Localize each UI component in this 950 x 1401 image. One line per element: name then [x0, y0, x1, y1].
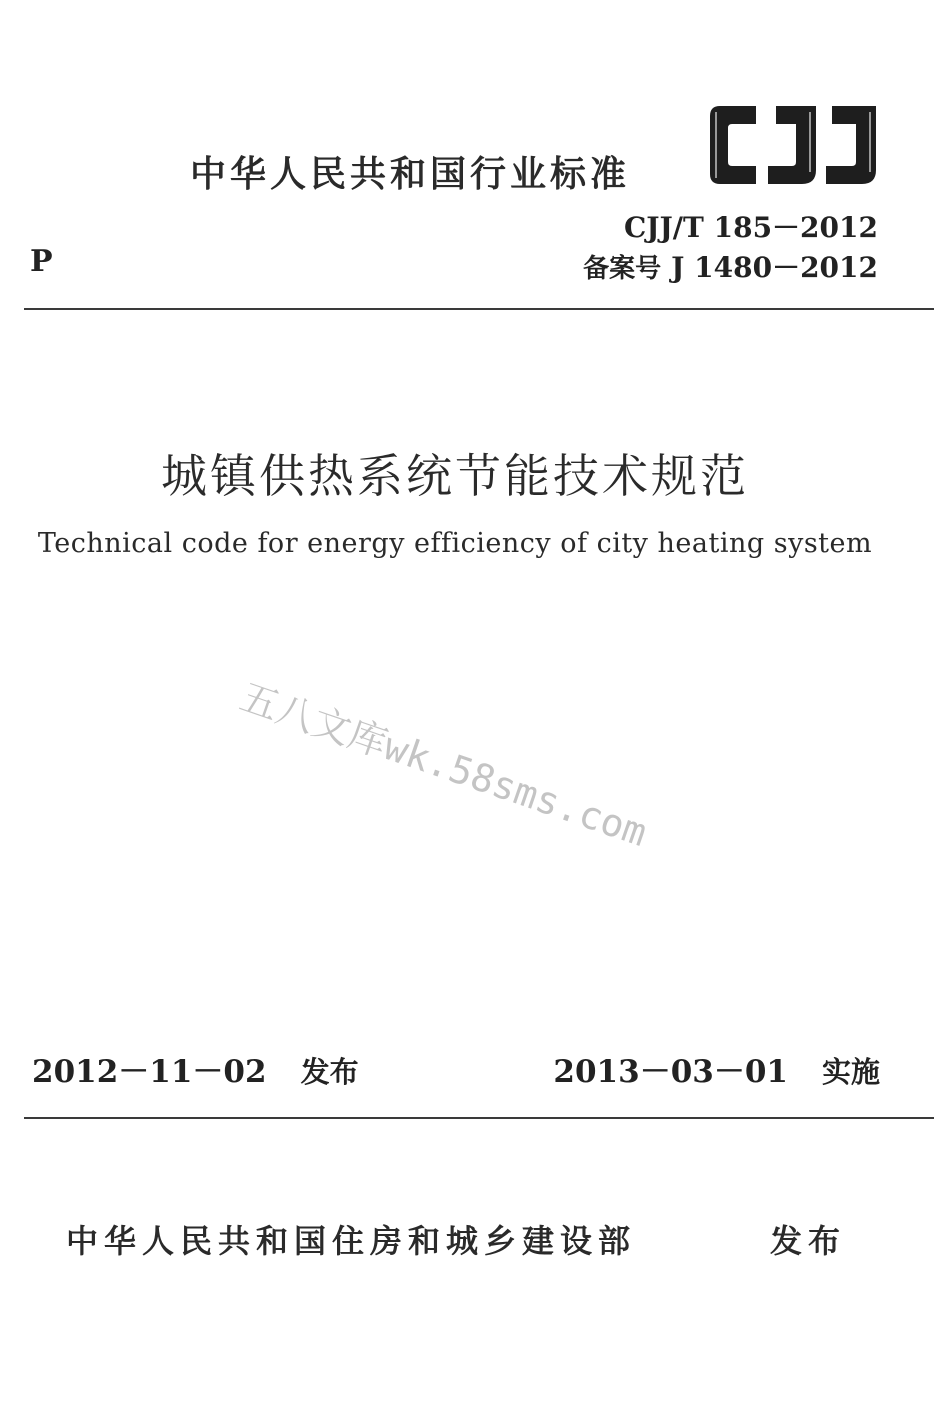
cjj-logo [706, 100, 882, 190]
issue-label: 发布 [300, 1055, 359, 1089]
record-number-line [583, 248, 878, 289]
record-number: J 1480－2012 [671, 251, 878, 284]
issue-date: 2012－11－02 [32, 1054, 267, 1090]
publish-label: 发布 [770, 1222, 847, 1260]
watermark-text: 五八文库wk.58sms.com [234, 674, 653, 855]
implementation-date-line [553, 1046, 880, 1091]
standard-code-block [583, 208, 878, 289]
issue-date-line [32, 1046, 359, 1091]
top-divider [24, 308, 934, 310]
title-english: Technical code for energy efficiency of city heating system [37, 528, 873, 559]
bottom-divider [24, 1117, 934, 1119]
title-chinese: 城镇供热系统节能技术规范 [161, 449, 749, 503]
standard-number: CJJ/T 185－2012 [624, 211, 878, 244]
record-label: 备案号 [583, 254, 662, 284]
implementation-label: 实施 [821, 1055, 880, 1089]
industry-standard-label: 中华人民共和国行业标准 [190, 154, 631, 195]
category-code: P [30, 244, 53, 279]
implementation-date: 2013－03－01 [553, 1054, 788, 1090]
publisher-name: 中华人民共和国住房和城乡建设部 [66, 1222, 637, 1260]
